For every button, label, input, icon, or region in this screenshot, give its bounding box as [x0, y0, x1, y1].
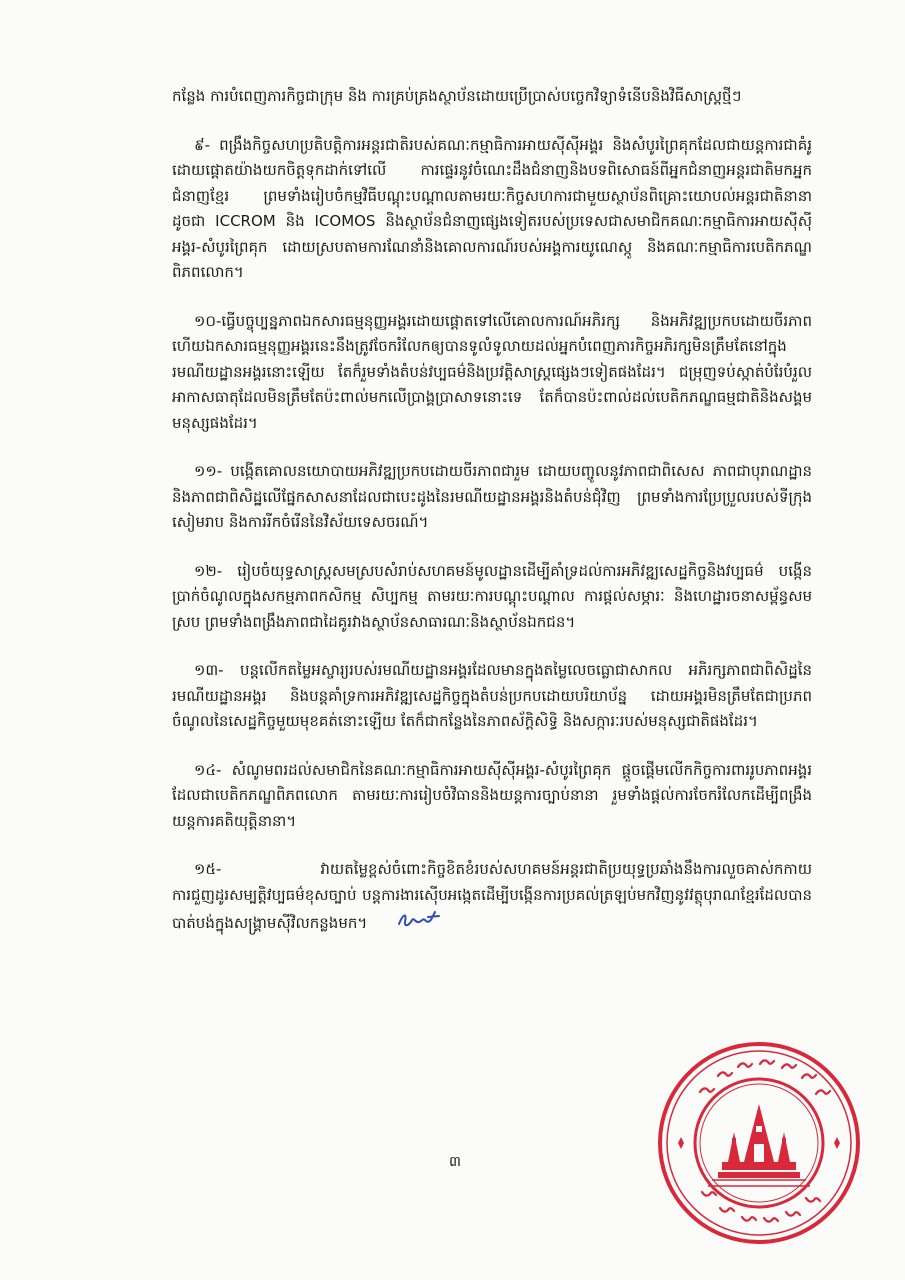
paragraph-item-14: ១៤- សំណូមពរដល់សមាជិកនៃគណៈកម្មាធិការអាយស៊ីស៊ីអង្គរ-សំបូរព្រៃគុក ផ្ដួចផ្ដើមលើកកិច្ចការពាររូបភាពអង្គរដែលជាបេតិកភណ្ឌពិភពលោក តាមរយៈការរៀបចំវិធាននិងយន្តការច្បាប់នានា រួមទាំងផ្ដល់ការចែករំលែកដើម្បីពង្រឹងយន្តការគតិយុត្តិនានា។	[172, 760, 812, 830]
paragraph-item-10: ១០-ធ្វើបច្ចុប្បន្នភាពឯកសារធម្មនុញ្ញអង្គរដោយផ្ដោតទៅលើគោលការណ៍អភិរក្ស និងអភិវឌ្ឍប្រកបដោយចីរភាព ហើយឯកសារធម្មនុញ្ញអង្គរនេះនឹងត្រូវចែករំលែកឲ្យបានទូលំទូលាយដល់អ្នកបំពេញភារកិច្ចអភិរក្សមិនត្រឹមតែនៅក្នុងរមណីយដ្ឋានអង្គរនោះឡើយ តែក៏រួមទាំងតំបន់វប្បធម៌និងប្រវត្តិសាស្ត្រផ្សេងៗទៀតផងដែរ។ ជម្រុញទប់ស្កាត់បំរែបំរួលអាកាសធាតុដែលមិនត្រឹមតែប៉ះពាល់មកលើប្រាង្គប្រាសាទនោះទេ តែក៏បានប៉ះពាល់ដល់បេតិកភណ្ឌធម្មជាតិនិងសង្គមមនុស្សផងដែរ។	[172, 311, 812, 432]
paragraph-item-15-wrap	[172, 857, 812, 939]
paragraph-item-15: ១៥- វាយតម្លៃខ្ពស់ចំពោះកិច្ចខិតខំរបស់សហគមន៍អន្តរជាតិប្រយុទ្ធប្រឆាំងនឹងការលួចគាស់កកាយ ការជួញដូរសម្បត្តិវប្បធម៌ខុសច្បាប់ បន្តការងារស៊ើបអង្កេតដើម្បីបង្កើនការប្រគល់ត្រឡប់មកវិញនូវវត្ថុបុរាណខ្មែរដែលបានបាត់បង់ក្នុងសង្គ្រាមស៊ីវិលកន្លងមក។	[172, 860, 812, 932]
page-number: ៣	[449, 1154, 461, 1170]
paragraph-item-9: ៩- ពង្រឹងកិច្ចសហប្រតិបត្តិការអន្តរជាតិរបស់គណៈកម្មាធិការអាយស៊ីស៊ីអង្គរ និងសំបូរព្រៃគុកដែលជាយន្តការជាគំរូដោយផ្ដោតយ៉ាងយកចិត្តទុកដាក់ទៅលើ ការផ្ទេរនូវចំណេះដឹងជំនាញនិងបទពិសោធន៍ពីអ្នកជំនាញអន្តរជាតិមកអ្នកជំនាញខ្មែរ ព្រមទាំងរៀបចំកម្មវិធីបណ្ដុះបណ្ដាលតាមរយៈកិច្ចសហការជាមួយស្ថាប័នពិគ្រោះយោបល់អន្តរជាតិនានាដូចជា ICCROM និង ICOMOS និងស្ថាប័នជំនាញផ្សេងទៀតរបស់ប្រទេសជាសមាជិកគណៈកម្មាធិការអាយស៊ីស៊ីអង្គរ-សំបូរព្រៃគុក ដោយស្របតាមការណែនាំនិងគោលការណ៍របស់អង្គការយូណេស្កូ និងគណៈកម្មាធិការបេតិកភណ្ឌពិភពលោក។	[172, 135, 812, 281]
handwritten-initial-icon	[373, 908, 443, 939]
paragraph-item-12: ១២- រៀបចំយុទ្ធសាស្ត្រសមស្របសំរាប់សហគមន៍មូលដ្ឋានដើម្បីគាំទ្រដល់ការអភិវឌ្ឍសេដ្ឋកិច្ចនិងវប្បធម៌ បង្កើនប្រាក់ចំណូលក្នុងសកម្មភាពកសិកម្ម សិប្បកម្ម តាមរយៈការបណ្ដុះបណ្ដាល ការផ្ដល់សម្ភារៈ និងហេដ្ឋារចនាសម្ព័ន្ធសមស្រប ព្រមទាំងពង្រឹងភាពជាដៃគូរវាងស្ថាប័នសាធារណៈនិងស្ថាប័នឯកជន។	[172, 561, 812, 631]
paragraph-item-13: ១៣- បន្តលើកតម្លៃអស្ចារ្យរបស់រមណីយដ្ឋានអង្គរដែលមានក្នុងតម្លៃលេចធ្លោជាសាកល អភិរក្សភាពជាពិសិដ្ឋនៃរមណីយដ្ឋានអង្គរ និងបន្តគាំទ្រការអភិវឌ្ឍសេដ្ឋកិច្ចក្នុងតំបន់ប្រកបដោយបរិយាប័ន្ន ដោយអង្គរមិនត្រឹមតែជាប្រភពចំណូលនៃសេដ្ឋកិច្ចមួយមុខគត់នោះឡើយ តែក៏ជាកន្លែងនៃភាពស័ក្ដិសិទ្ធិ និងសក្ការៈរបស់មនុស្សជាតិផងដែរ។	[172, 661, 812, 730]
paragraph-continuation: កន្លែង ការបំពេញភារកិច្ចជាក្រុម និង ការគ្រប់គ្រងស្ថាប័នដោយប្រើប្រាស់បច្ចេកវិទ្យាទំនើបនិងវិធីសាស្ត្រថ្មីៗ	[172, 87, 742, 105]
seal-stamp-icon	[656, 1040, 862, 1246]
document-body	[172, 84, 812, 962]
paragraph-item-11: ១១- បង្កើតគោលនយោបាយអភិវឌ្ឍប្រកបដោយចីរភាពជារួម ដោយបញ្ចូលនូវភាពជាពិសេស ភាពជាបុរាណដ្ឋាន និងភាពជាពិសិដ្ឋលើផ្នែកសាសនាដែលជាបេះដូងនៃរមណីយដ្ឋានអង្គរនិងតំបន់ជុំវិញ ព្រមទាំងការប្រែប្រួលរបស់ទីក្រុងសៀមរាប និងការរីកចំរើននៃវិស័យទេសចរណ៍។	[172, 462, 812, 531]
